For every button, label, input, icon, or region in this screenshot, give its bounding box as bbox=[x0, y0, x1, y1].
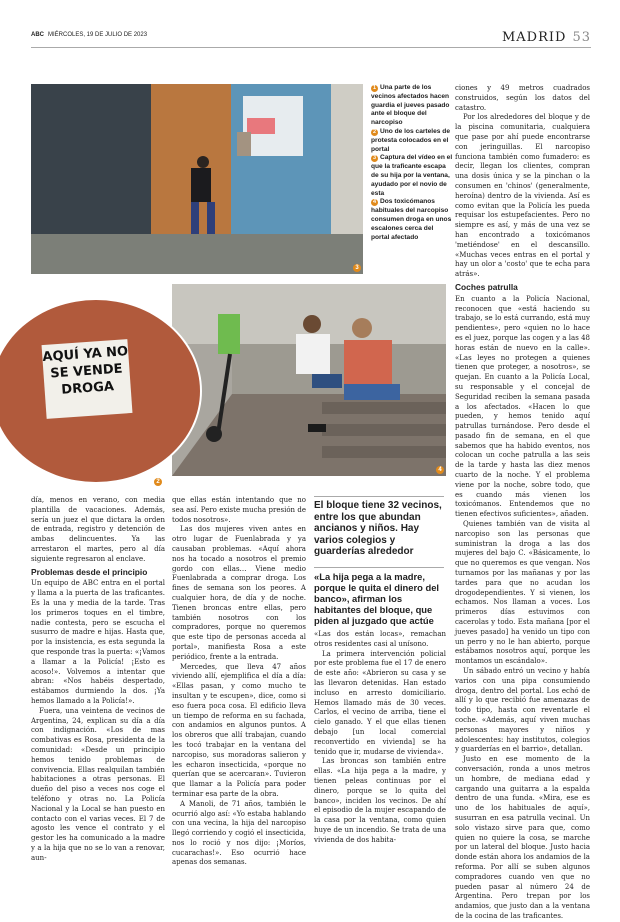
caption-number-2: 2 bbox=[372, 128, 377, 135]
header-date: MIÉRCOLES, 19 DE JULIO DE 2023 bbox=[48, 32, 148, 38]
caption-text-4: Dos toxicómanos habituales del narcopiso consumen droga en unos escalones cerca del portal afectado bbox=[371, 198, 452, 241]
column-4 bbox=[455, 84, 590, 922]
caption-item-1 bbox=[371, 84, 453, 128]
col4-paragraph: Justo en ese momento de la conversación, ronda a unos metros un hombre, de mediana edad y cargando una guitarra a la espalda dentro de una funda. «Mira, ese es uno de los habituales de aquí», susurran en esa patrulla vecinal. Un solo vistazo sirve para que, como quien no quiere la cosa, se marche por un lateral del bloque. Justo hacia donde están ahora los andamios de la reforma. Por allí se suben algunos compradores cuando ven que no pueden pasar al número 24 de Argentina. Pero trepan por los andamios, que justo dan a la ventana de la cocina de las traficantes. bbox=[455, 755, 590, 920]
col4-paragraph: En cuanto a la Policía Nacional, reconocen que «está haciendo su trabajo, se lo está currando, está muy pendientes», pero «quien no lo hace es el juez, porque las cogen y a las 48 horas están de nuevo en la calle». «Las leyes no protegen a quienes tienen que proteger, a nosotros», se quejan. En cuanto a la Policía Local, su responsable y el concejal de Seguridad reciben la semana pasada a los afectados. «Hacen lo que pueden, y hemos tenido aquí patrullas turnándose. Pero desde el pasado fin de semana, en el que sabemos que ha habido eventos, nos colocan un coche patrulla a las seis de la tarde y hasta las diez menos cuarto de la noche. Y el problema viene por la noche, sobre todo, que es cuando más vienen los toxicómanos. Entendemos que no tienen efectivos suficientes», añaden. bbox=[455, 294, 590, 519]
photo-badge-4: 4 bbox=[436, 466, 444, 474]
caption-text-1: Una parte de los vecinos afectados hacen guardia el jueves pasado ante el bloque del narcopiso bbox=[371, 84, 450, 127]
page-header bbox=[31, 30, 591, 48]
column-2 bbox=[172, 496, 306, 868]
col1-paragraph: Fuera, una veintena de vecinos de Argentina, 24, explican su día a día con indignación. «Los de mas combativas es Rosa, presidenta de la comunidad: «Desde un principio hemos tenido problemas de convivencia. Ellas realquilan también habitaciones a otras personas. El dueño del piso a veces nos coge el teléfono y otras no. La Policía Nacional y la Local se han puesto en contacto con el varias veces. El 7 de agosto les vence el contrato y el gestor les ha comunicado a la madre y a la hija que no se lo van a renovar, aun- bbox=[31, 706, 165, 862]
caption-number-3: 3 bbox=[372, 155, 377, 162]
header-rule bbox=[31, 47, 591, 48]
col4-paragraph: Por los alrededores del bloque y de la piscina comunitaria, cualquiera que pase por ahí puede encontrarse con jeringuillas. El narcopiso funciona también como fumadero: es decir, llegan los clientes, compran una dosis única y se la pinchan o la consumen en 'chinos' (generalmente, heroína) dentro de la vivienda. Así es como evitan que la Policía les pueda requisar los estupefacientes. Pero no siempre es así, y más de una vez se han encontrado a toxicómanos 'metiéndose' en el descansillo. «Muchas veces entras en el portal y hay un olor a 'costo' que te echa para atrás». bbox=[455, 113, 590, 279]
photo-stairs-art bbox=[172, 284, 446, 476]
highlight-headline: El bloque tiene 32 vecinos, entre los que abundan ancianos y niños. Hay varios colegios y guarderías alrededor bbox=[314, 496, 444, 558]
subheading-coches: Coches patrulla bbox=[455, 281, 518, 292]
caption-number-1: 1 bbox=[372, 85, 377, 91]
caption-text-2: Uno de los carteles de protesta colocados en el portal bbox=[371, 127, 450, 153]
column-1 bbox=[31, 496, 165, 863]
col3-paragraph: La primera intervención policial por este problema fue el 17 de enero de este año: «Abrieron su casa y se las llevaron detenidas. Han estado incluso en arresto domiciliario. Hemos llamado más de 30 veces. Carlos, el vecino de arriba, tiene el cielo ganado. Y el que ellas tienen debajo [un local comercial reconvertido en vivienda] se ha tenido que ir, mudarse de vivienda». bbox=[314, 649, 446, 756]
protest-sign: AQUÍ YA NO SE VENDE DROGA bbox=[42, 339, 133, 419]
col4-paragraph: ciones y 49 metros cuadrados construidos, según los datos del catastro. bbox=[455, 84, 590, 112]
column-3 bbox=[314, 630, 446, 846]
photo-building-window bbox=[31, 84, 363, 274]
caption-item-4 bbox=[371, 198, 453, 242]
col2-paragraph: que ellas están intentando que no sea así. Pero existe mucha presión de todos nosotros». bbox=[172, 496, 306, 524]
col3-paragraph: «Las dos están locas», remachan otros residentes casi al unísono. bbox=[314, 630, 446, 648]
pull-quote: «La hija pega a la madre, porque le quita el dinero del banco», afirman los habitantes del bloque, que piden al juzgado que actúe bbox=[314, 567, 444, 626]
col1-paragraph: día, menos en verano, con media plantilla de vacaciones. Además, sería un juez el que dictara la orden de entrada, registro y detención de ambas delincuentes. Ya las arrestaron el martes, pero al día siguiente regresaron al enclave. bbox=[31, 496, 165, 563]
col4-paragraph: Quienes también van de visita al narcopiso son las personas que suministran la droga a las dos mujeres del bajo C. «Básicamente, lo que no queremos es que vengan. Nos turnamos por las mañanas y por las tardes para que no acudan los drogodependientes. Y si vienen, los echamos. Nos llaman a voces. Los primeros días estuvimos con cacerolas y todo. Esta mañana [por el jueves pasado] ha venido un tipo con un perro y no le han abierto, porque estábamos nosotros aquí, porque les montamos un escándalo». bbox=[455, 520, 590, 666]
section-name: MADRID bbox=[501, 30, 567, 45]
photo-sign-circle bbox=[0, 298, 202, 484]
header-right bbox=[502, 30, 591, 45]
photo-captions bbox=[371, 84, 453, 242]
col1-paragraph: Un equipo de ABC entra en el portal y llama a la puerta de las traficantes. Es la una y media de la tarde. Tras los primeros toques en el timbre, nadie contesta, pero se escucha el susurro de madre e hijas. Hasta que, por la insistencia, es esta segunda la que responde tras la puerta: «¡Vamos a llamar a la Policía! ¡Esto es acoso!». Volvemos a intentar que abran: «Nos habéis despertado, estábamos durmiendo la dos. ¡Ya hemos llamado a la Policía!». bbox=[31, 579, 165, 705]
photo-badge-3: 3 bbox=[353, 264, 361, 272]
photo-building-window-art bbox=[31, 84, 363, 274]
header-left bbox=[31, 32, 147, 38]
col4-paragraph: Un sábado entró un vecino y había varios con una pipa consumiendo droga, dentro del portal. Los echó de allí y lo que recibió fue amenazas de todo tipo, hasta con reventarle el coche. «Además, aquí viven muchas personas mayores y niños y adolescentes: hay institutos, colegios y guarderías en el barrio», detallan. bbox=[455, 667, 590, 754]
photo-badge-2: 2 bbox=[154, 478, 162, 486]
col2-paragraph: Las dos mujeres viven antes en otro lugar de Fuenlabrada y ya causaban problemas. «Aquí ahora nos ha tocado a nosotros el premio gordo con ellas… Viene medio Fuenlabrada a comprar droga. Los fines de semana son los peores. A cualquier hora, de día y de noche. Tienen broncas entre ellas, pero también nosotros con los compradores, porque no queremos que este tipo de personas acceda al portal», manifiesta Rosa a este periódico, frente a la entrada. bbox=[172, 525, 306, 661]
col3-paragraph: Las broncas son también entre ellas. «La hija pega a la madre, y tienen peleas continuas por el dinero, porque se lo quita del banco», inciden los vecinos. De ahí el episodio de la mujer escapando de la casa por la ventana, como quien huye de un incendio. Se trata de una vivienda de dos habita- bbox=[314, 757, 446, 844]
photo-stairs bbox=[172, 284, 446, 476]
page-number: 53 bbox=[572, 30, 591, 45]
subheading-problemas: Problemas desde el principio bbox=[31, 566, 148, 577]
caption-item-3 bbox=[371, 154, 453, 198]
caption-item-2 bbox=[371, 128, 453, 154]
caption-number-4: 4 bbox=[372, 199, 377, 206]
caption-text-3: Captura del vídeo en el que la traficante escapa de su hija por la ventana, ayudado por el novio de esta bbox=[371, 154, 453, 197]
col2-paragraph: A Manoli, de 71 años, también le ocurrió algo así: «Yo estaba hablando con una vecina, la hija del narcopiso llegó corriendo y cogió el insecticida, nos lo roció y nos dijo: ¡Moríos, cucarachas!». Eso ocurrió hace apenas dos semanas. bbox=[172, 799, 306, 867]
col2-paragraph: Mercedes, que lleva 47 años viviendo allí, ejemplifica el día a día: «Ellas pasan, y como mucho te insultan y te escupen», dice, como si eso fuera poca cosa. El edificio lleva un tiempo de reforma en su fachada, con andamios en algunos puntos. A los obreros que allí trabajan, cuando les tocó trabajar en la ventana del narcopiso, sus moradoras salieron y les echaron insecticida, «porque no querían que se acercaran». Tuvieron que llamar a la Policía para poder terminar esa parte de la obra. bbox=[172, 662, 306, 798]
paper-name: ABC bbox=[31, 32, 44, 38]
